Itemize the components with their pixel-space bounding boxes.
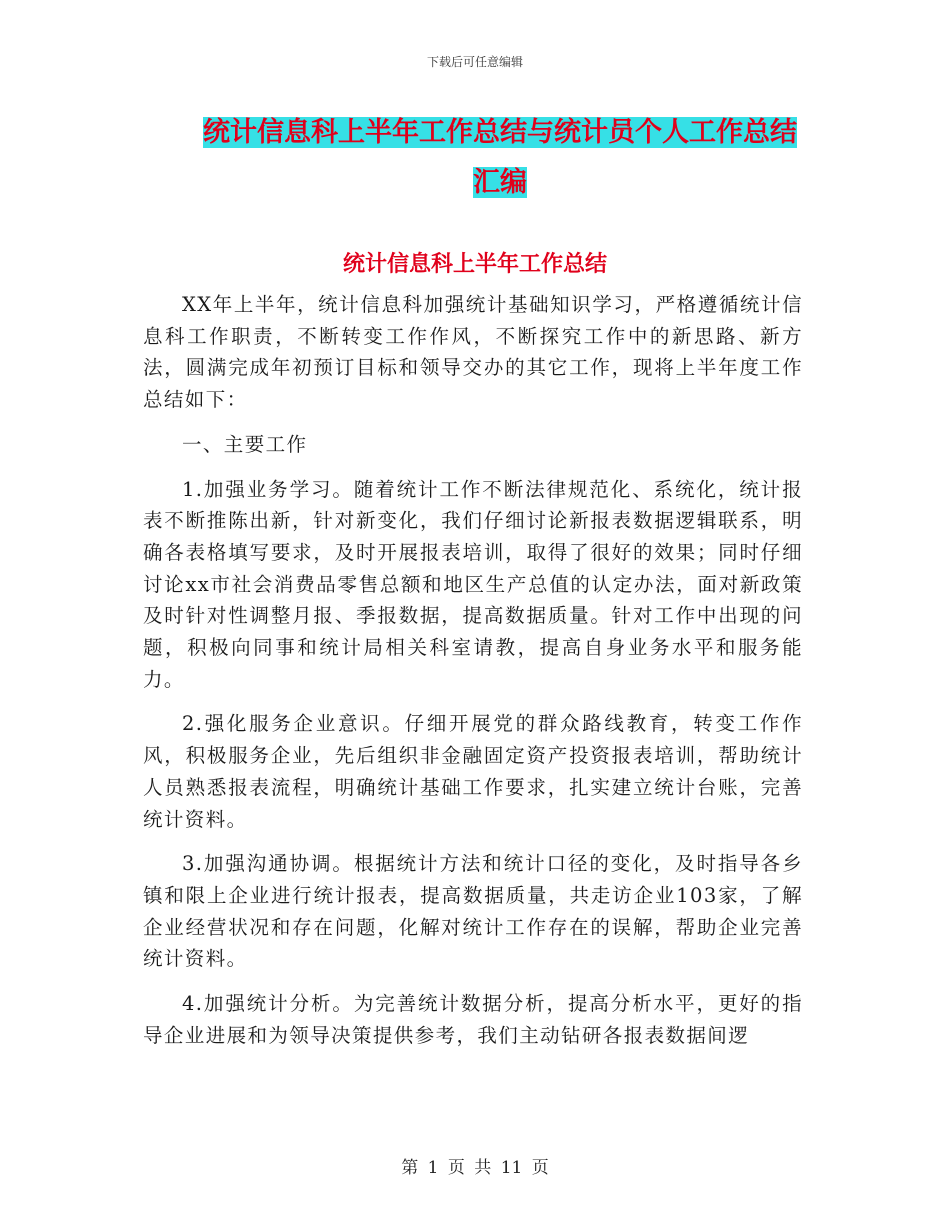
document-title [195,108,805,208]
paragraph-heading-main-work: 一、主要工作 [182,432,308,456]
document-title-text: 统计信息科上半年工作总结与统计员个人工作总结汇编 [203,117,797,198]
paragraph-item-3: 3.加强沟通协调。根据统计方法和统计口径的变化，及时指导各乡镇和限上企业进行统计报表，提高数据质量，共走访企业103家，了解企业经营状况和存在问题，化解对统计工作存在的误解，帮助企业完善统计资料。 [143,852,803,971]
section-title: 统计信息科上半年工作总结 [342,252,607,277]
page-header-note: 下载后可任意编辑 [426,55,523,69]
page-footer: 第 1 页 共 11 页 [401,1158,549,1178]
paragraph-intro: XX年上半年，统计信息科加强统计基础知识学习，严格遵循统计信息科工作职责，不断转变工作作风，不断探究工作中的新思路、新方法，圆满完成年初预订目标和领导交办的其它工作，现将上半年度工作总结如下： [143,293,803,412]
paragraph-item-4: 4.加强统计分析。为完善统计数据分析，提高分析水平，更好的指导企业进展和为领导决策提供参考，我们主动钻研各报表数据间逻 [143,992,803,1047]
paragraph-item-1: 1.加强业务学习。随着统计工作不断法律规范化、系统化，统计报表不断推陈出新，针对新变化，我们仔细讨论新报表数据逻辑联系，明确各表格填写要求，及时开展报表培训，取得了很好的效果；同时仔细讨论xx市社会消费品零售总额和地区生产总值的认定办法，面对新政策及时针对性调整月报、季报数据，提高数据质量。针对工作中出现的问题，积极向同事和统计局相关科室请教，提高自身业务水平和服务能力。 [143,477,803,691]
document-body [143,289,803,1064]
paragraph-item-2: 2.强化服务企业意识。仔细开展党的群众路线教育，转变工作作风，积极服务企业，先后组织非金融固定资产投资报表培训，帮助统计人员熟悉报表流程，明确统计基础工作要求，扎实建立统计台账，完善统计资料。 [143,712,803,831]
